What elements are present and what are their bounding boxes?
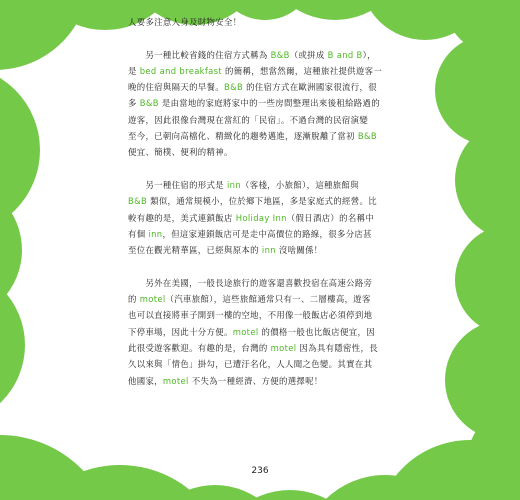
text-run: 至今，已朝向高檔化、精緻化的趨勢邁進，逐漸脫離了當初 (128, 131, 358, 142)
text-line (128, 95, 398, 111)
text-run: （或拼成 (289, 49, 328, 60)
text-line (128, 63, 398, 79)
text-run: （汽車旅館），這些旅館通常只有一、二層樓高，遊客 (165, 294, 371, 305)
highlighted-term: B&B (139, 98, 159, 109)
text-run: 的簡稱，想當然爾，這種旅社提供遊客一 (222, 65, 383, 76)
highlighted-term: B&B (357, 131, 377, 142)
text-run: 人要多注意人身及財物安全！ (128, 17, 242, 27)
text-run: ）， (362, 49, 376, 60)
highlighted-term: B and B (327, 49, 363, 60)
text-line (128, 242, 398, 258)
body-text (128, 14, 398, 389)
text-run: 久以來與「情色」掛勾，已遭汙名化，人人聞之色變。其實在其 (128, 359, 373, 370)
text-run: 晚的住宿與隔天的早餐。 (128, 82, 224, 93)
text-run: 多 (128, 98, 140, 109)
text-line (128, 47, 398, 63)
text-run: 的價格一般也比飯店便宜，因 (258, 326, 375, 337)
text-run: 便宜、簡樸、便利的精神。 (128, 147, 233, 158)
text-line (128, 373, 398, 389)
text-line (128, 112, 398, 128)
highlighted-term: motel (270, 342, 297, 353)
text-line (128, 307, 398, 323)
text-run: ，但這家連鎖飯店可是走中高價位的路線，很多分店甚 (162, 228, 372, 239)
text-run: 至位在觀光精華區，已經與原本的 (128, 245, 262, 256)
highlighted-term: motel (162, 375, 189, 386)
paragraph-gap (128, 30, 398, 46)
text-run: 是 (128, 65, 140, 76)
text-run: 類似，通常規模小，位於鄉下地區，多是家庭式的經營。比 (147, 196, 377, 207)
highlighted-term: inn (148, 228, 163, 239)
text-run: 是由當地的家庭將家中的一些房間整理出來後租給路過的 (158, 98, 380, 109)
text-run: （假日酒店）的名稱中 (286, 212, 375, 223)
text-run: 此很受遊客歡迎。有趣的是，台灣的 (128, 342, 271, 353)
text-line (128, 226, 398, 242)
text-line (128, 356, 398, 372)
text-line (128, 275, 398, 291)
text-run: 有個 (128, 228, 149, 239)
text-run: 也可以直接將車子開到一樓的空地，不用像一般飯店必須停到地 (128, 310, 373, 321)
paragraph (128, 14, 398, 30)
text-run: （客棧，小旅館），這種旅館與 (241, 179, 359, 190)
text-run: 較有趣的是，美式連鎖飯店 (128, 212, 236, 223)
paragraph (128, 275, 398, 389)
highlighted-term: inn (227, 179, 241, 190)
paragraph-gap (128, 258, 398, 274)
paragraph-gap (128, 161, 398, 177)
highlighted-term: motel (232, 326, 259, 337)
text-line (128, 193, 398, 209)
text-line (128, 177, 398, 193)
text-line (128, 210, 398, 226)
highlighted-term: B&B (223, 82, 244, 93)
text-run: 遊客，因此很像台灣現在當紅的「民宿」。不過台灣的民宿演變 (128, 114, 369, 125)
text-line (128, 14, 398, 30)
paragraph (128, 47, 398, 161)
text-run: 的住宿方式在歐洲國家很流行，很 (243, 82, 377, 93)
page-number: 236 (251, 466, 269, 476)
text-run: 另外在美國，一般長途旅行的遊客還喜歡投宿在高速公路旁 (128, 277, 373, 288)
highlighted-term: B&B (270, 49, 290, 60)
text-line (128, 79, 398, 95)
text-line (128, 340, 398, 356)
highlighted-term: B&B (128, 196, 148, 207)
text-run: 他國家， (128, 375, 163, 386)
highlighted-term: Holiday Inn (235, 212, 287, 223)
text-run: 沒啥關係！ (275, 245, 323, 256)
text-run: 下停車場，因此十分方便。 (128, 326, 233, 337)
left-cloud-decoration (0, 65, 40, 425)
text-run: 另一種比較省錢的住宿方式稱為 (128, 49, 271, 60)
text-run: 因為具有隱密性，長 (296, 342, 378, 353)
paragraph (128, 177, 398, 258)
text-run: 另一種住宿的形式是 (128, 179, 227, 190)
text-line (128, 324, 398, 340)
text-run: 的 (128, 294, 140, 305)
right-cloud-decoration (435, 35, 520, 440)
text-line (128, 291, 398, 307)
highlighted-term: bed and breakfast (139, 65, 223, 76)
highlighted-term: motel (139, 294, 166, 305)
bottom-cloud-decoration (0, 395, 520, 500)
text-line (128, 144, 398, 160)
text-line (128, 128, 398, 144)
highlighted-term: inn (261, 245, 276, 256)
text-run: 不失為一種經濟、方便的選擇呢！ (188, 375, 323, 386)
